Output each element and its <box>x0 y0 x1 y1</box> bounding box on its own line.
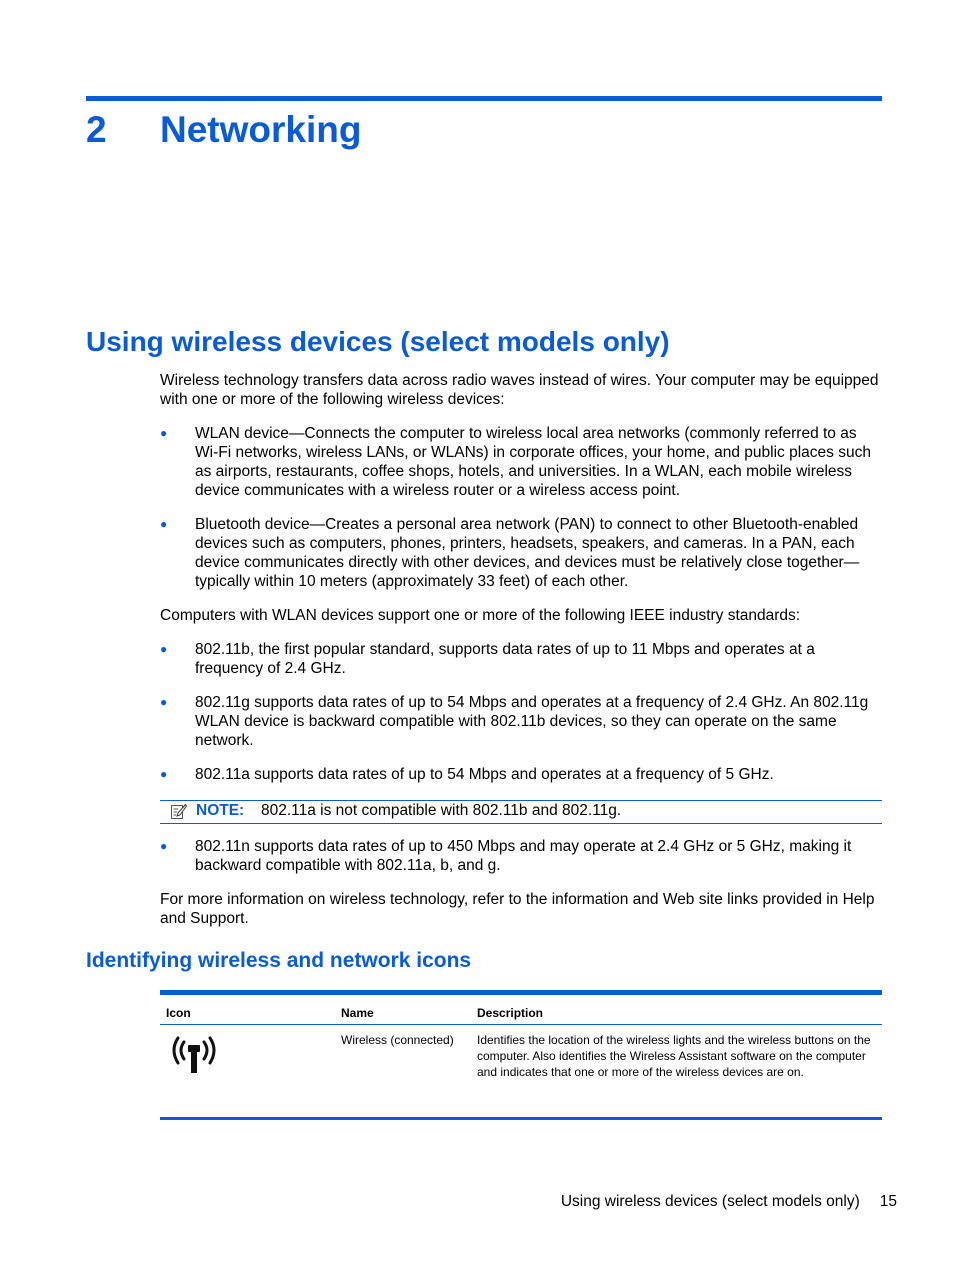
table-cell-description: Identifies the location of the wireless lights and the wireless buttons on the computer. Also identifies the Wireless Assistant software on the computer and indicates that one or more of the wireless devices are on. <box>477 1033 871 1079</box>
column-header-name: Name <box>341 1006 374 1020</box>
section-heading: Using wireless devices (select models only) <box>86 326 670 357</box>
page-footer <box>561 1192 897 1211</box>
list-item <box>160 837 882 875</box>
bullet-icon: ● <box>160 839 168 853</box>
icons-table <box>160 990 882 1120</box>
table-cell-name: Wireless (connected) <box>341 1033 454 1047</box>
chapter-title <box>86 106 361 154</box>
list-item <box>160 693 882 750</box>
list-item <box>160 640 882 678</box>
intro-paragraph: Wireless technology transfers data across radio waves instead of wires. Your computer may be equipped with one or more of the following wireless devices: <box>160 372 879 408</box>
page-number: 15 <box>879 1193 897 1210</box>
table-header-row <box>160 995 882 1025</box>
list-item-text: WLAN device—Connects the computer to wireless local area networks (commonly referred to as Wi-Fi networks, wireless LANs, or WLANs) in corporate offices, your home, and public places such as airports, restaurants, coffee shops, hotels, and universities. In a WLAN, each mobile wireless device communicates with a wireless router or a wireless access point. <box>195 425 871 499</box>
list-item <box>160 424 882 500</box>
note-pencil-icon <box>170 803 187 820</box>
table-row <box>160 1025 882 1120</box>
note-label: NOTE: <box>196 802 245 819</box>
standards-intro: Computers with WLAN devices support one or more of the following IEEE industry standards: <box>160 607 801 624</box>
list-item-text: 802.11n supports data rates of up to 450 Mbps and may operate at 2.4 GHz or 5 GHz, making it backward compatible with 802.11a, b, and g. <box>195 838 852 874</box>
column-header-icon: Icon <box>166 1006 191 1020</box>
column-header-description: Description <box>477 1006 544 1020</box>
bullet-icon: ● <box>160 642 168 656</box>
closing-paragraph: For more information on wireless technology, refer to the information and Web site links provided in Help and Support. <box>160 891 875 927</box>
chapter-rule <box>86 96 882 101</box>
bullet-icon: ● <box>160 695 168 709</box>
list-item-text: Bluetooth device—Creates a personal area network (PAN) to connect to other Bluetooth-enabled devices such as computers, phones, printers, headsets, speakers, and cameras. In a PAN, each device communicates directly with other devices, and devices must be relatively close together—typically within 10 meters (approximately 33 feet) of each other. <box>195 516 860 590</box>
chapter-name: Networking <box>160 109 362 150</box>
list-item <box>160 765 882 784</box>
subsection-heading: Identifying wireless and network icons <box>86 949 472 972</box>
running-title: Using wireless devices (select models only) <box>560 1193 860 1210</box>
bullet-icon: ● <box>160 426 168 440</box>
list-item-text: 802.11g supports data rates of up to 54 Mbps and operates at a frequency of 2.4 GHz. An 802.11g WLAN device is backward compatible with 802.11b devices, so they can operate on the same network. <box>195 694 869 749</box>
note-box <box>160 800 882 824</box>
list-item <box>160 515 882 591</box>
list-item-text: 802.11b, the first popular standard, supports data rates of up to 11 Mbps and operates at a frequency of 2.4 GHz. <box>195 641 815 677</box>
chapter-number: 2 <box>86 109 107 150</box>
wireless-connected-icon <box>172 1035 216 1075</box>
bullet-icon: ● <box>160 517 168 531</box>
list-item-text: 802.11a supports data rates of up to 54 Mbps and operates at a frequency of 5 GHz. <box>195 766 774 783</box>
note-text: 802.11a is not compatible with 802.11b and 802.11g. <box>261 802 622 819</box>
bullet-icon: ● <box>160 767 168 781</box>
